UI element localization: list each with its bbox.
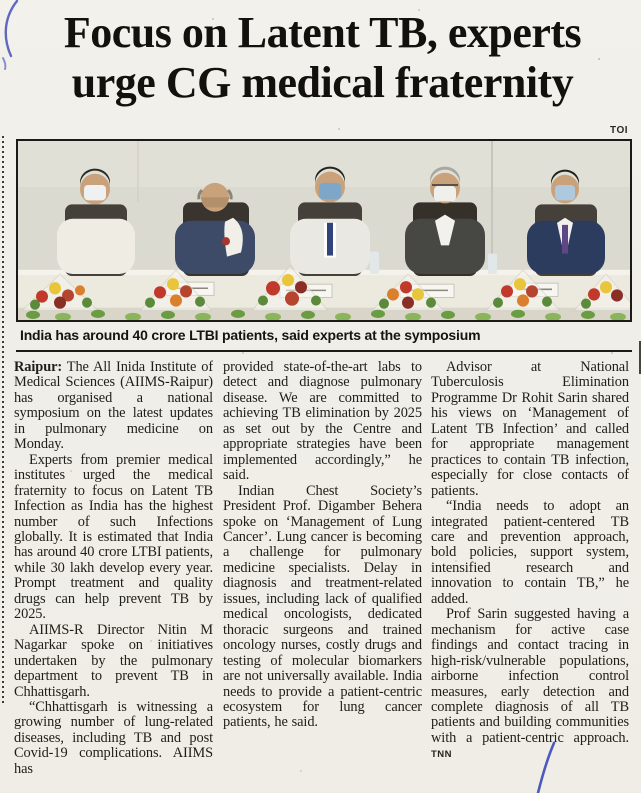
paragraph: provided state-of-the-art labs to detect and diagnose pulmonary disease. We are committed to achieving TB elimination by 2025 as set out by the Centre and appropriate strategies have been implemented accordingly,” he said. — [223, 360, 422, 484]
headline-line2: urge CG medical fraternity — [71, 58, 574, 107]
paragraph-text: The All Inida Institute of Medical Sciences (AIIMS-Raipur) has organised a national symposium on the latest updates in pulmonary medicine on Monday. — [14, 360, 213, 453]
article-column-2 — [223, 360, 422, 793]
scan-noise — [0, 0, 2, 2]
headline-line1: Focus on Latent TB, experts — [63, 8, 582, 57]
dateline: Raipur: — [14, 360, 63, 375]
symposium-photo-art — [18, 141, 630, 320]
paragraph: Advisor at National Tuberculosis Elimination Programme Dr Rohit Sarin shared his views on ‘Management of Latent TB Infection’ and called for appropriate management practices to contain TB infection, especially for close contacts of patients. — [431, 360, 629, 499]
water-bottle — [370, 251, 379, 274]
paragraph: “India needs to adopt an integrated patient-centered TB care and prevention approach, bold policies, support system, intensified research and innovation to contain TB,” he added. — [431, 498, 629, 607]
article-column-3 — [431, 360, 629, 793]
photo-caption: India has around 40 crore LTBI patients, said experts at the symposium — [20, 327, 481, 343]
paragraph — [14, 360, 213, 453]
agency-tag: TOI — [610, 125, 628, 136]
article-column-1 — [14, 360, 213, 793]
article-credit: TNN — [431, 749, 453, 761]
paragraph-text: Prof Sarin suggested having a mechanism for active case findings and contact tracing in high-risk/vulnerable populations, airborne infection control measures, early detection and complete diagnosis of all TB patients and building communities with a patient-centric approach. — [431, 606, 629, 746]
headline — [10, 8, 635, 108]
water-bottle — [488, 254, 497, 274]
paragraph: Indian Chest Society’s President Prof. Digamber Behera spoke on ‘Management of Lung Cancer’. Lung cancer is becoming a challenge for pulmonary medicine specialists. Delay in diagnosis and treatment-related issues, including lack of qualified medical oncologists, dedicated thoracic surgeons and trained oncology nurses, costly drugs and testing of molecular biomarkers are not universally available. India needs to provide a patient-centric ecosystem for lung cancer patients, he said. — [223, 482, 422, 731]
paragraph: “Chhattisgarh is witnessing a growing number of lung-related diseases, including TB and post Covid-19 complications. AIIMS has — [14, 698, 213, 777]
caption-rule — [16, 350, 632, 352]
symposium-photo — [16, 139, 632, 322]
paragraph — [431, 607, 629, 763]
fold-perforation-line — [2, 136, 4, 704]
paragraph: Experts from premier medical institutes urged the medical fraternity to focus on Latent TB Infection as India has the highest number of such Infections globally. It is estimated that India has around 40 crore LTBI patients, while 30 lakh develop every year. Prompt treatment and quality drugs can help prevent TB by 2025. — [14, 451, 213, 623]
paragraph: AIIMS-R Director Nitin M Nagarkar spoke on initiatives undertaken by the pulmonary department to prevent TB in Chhattisgarh. — [14, 621, 213, 700]
